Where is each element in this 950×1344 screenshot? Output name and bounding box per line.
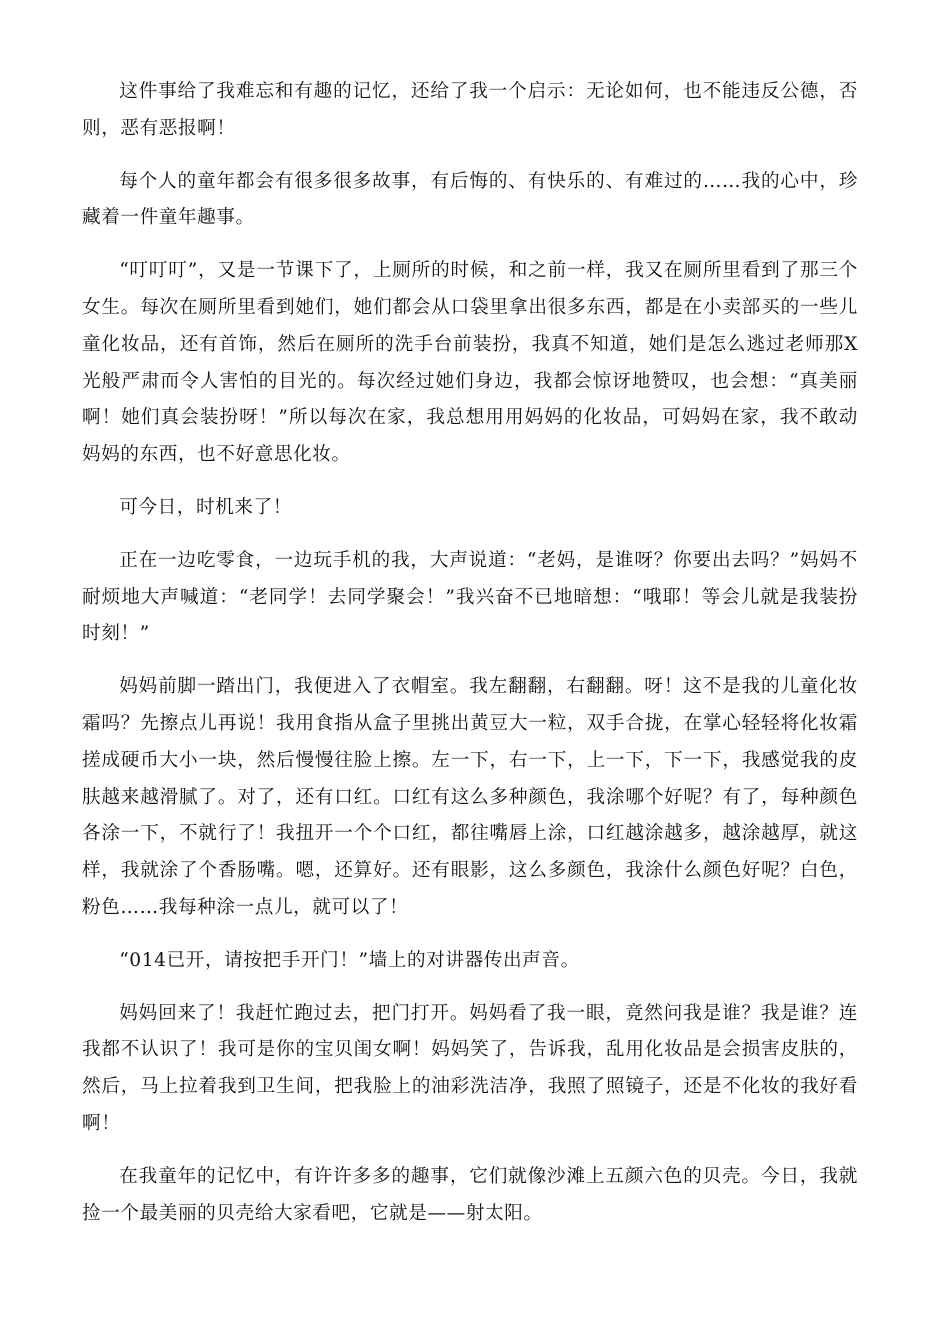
paragraph: “014已开，请按把手开门！”墙上的对讲器传出声音。 (119, 949, 580, 971)
paragraph: 在我童年的记忆中，有许许多多的趣事，它们就像沙滩上五颜六色的贝壳。今日，我就捡一个最美丽的贝壳给大家看吧，它就是——射太阳。 (82, 1165, 858, 1224)
paragraph: 妈妈回来了！我赶忙跑过去，把门打开。妈妈看了我一眼，竟然问我是谁？我是谁？连我都不认识了！我可是你的宝贝闺女啊！妈妈笑了，告诉我，乱用化妆品是会损害皮肤的，然后，马上拉着我到卫生间，把我脸上的油彩洗洁净，我照了照镜子，还是不化妆的我好看啊！ (82, 1002, 858, 1134)
paragraph: 可今日，时机来了！ (119, 496, 292, 518)
paragraph: 正在一边吃零食，一边玩手机的我，大声说道：“老妈，是谁呀？你要出去吗？”妈妈不耐烦地大声喊道：“老同学！去同学聚会！”我兴奋不已地暗想：“哦耶！等会儿就是我装扮时刻！” (82, 549, 858, 645)
paragraph: 每个人的童年都会有很多很多故事，有后悔的、有快乐的、有难过的……我的心中，珍藏着一件童年趣事。 (82, 170, 858, 229)
paragraph: 这件事给了我难忘和有趣的记忆，还给了我一个启示：无论如何，也不能违反公德，否则，恶有恶报啊！ (82, 81, 858, 139)
paragraph: 妈妈前脚一踏出门，我便进入了衣帽室。我左翻翻，右翻翻。呀！这不是我的儿童化妆霜吗？先擦点儿再说！我用食指从盒子里挑出黄豆大一粒，双手合拢，在掌心轻轻将化妆霜搓成硬币大小一块，然后慢慢往脸上擦。左一下，右一下，上一下，下一下，我感觉我的皮肤越来越滑腻了。对了，还有口红。口红有这么多种颜色，我涂哪个好呢？有了，每种颜色各涂一下，不就行了！我扭开一个个口红，都往嘴唇上涂，口红越涂越多，越涂越厚，就这样，我就涂了个香肠嘴。嗯，还算好。还有眼影，这么多颜色，我涂什么颜色好呢？白色，粉色……我每种涂一点儿，就可以了！ (82, 676, 858, 918)
document-page (82, 74, 858, 1248)
paragraph: “叮叮叮”，又是一节课下了，上厕所的时候，和之前一样，我又在厕所里看到了那三个女生。每次在厕所里看到她们，她们都会从口袋里拿出很多东西，都是在小卖部买的一些儿童化妆品，还有首饰，然后在厕所的洗手台前装扮，我真不知道，她们是怎么逃过老师那X光般严肃而令人害怕的目光的。每次经过她们身边，我都会惊讶地赞叹，也会想：“真美丽啊！她们真会装扮呀！”所以每次在家，我总想用用妈妈的化妆品，可妈妈在家，我不敢动妈妈的东西，也不好意思化妆。 (82, 260, 858, 466)
